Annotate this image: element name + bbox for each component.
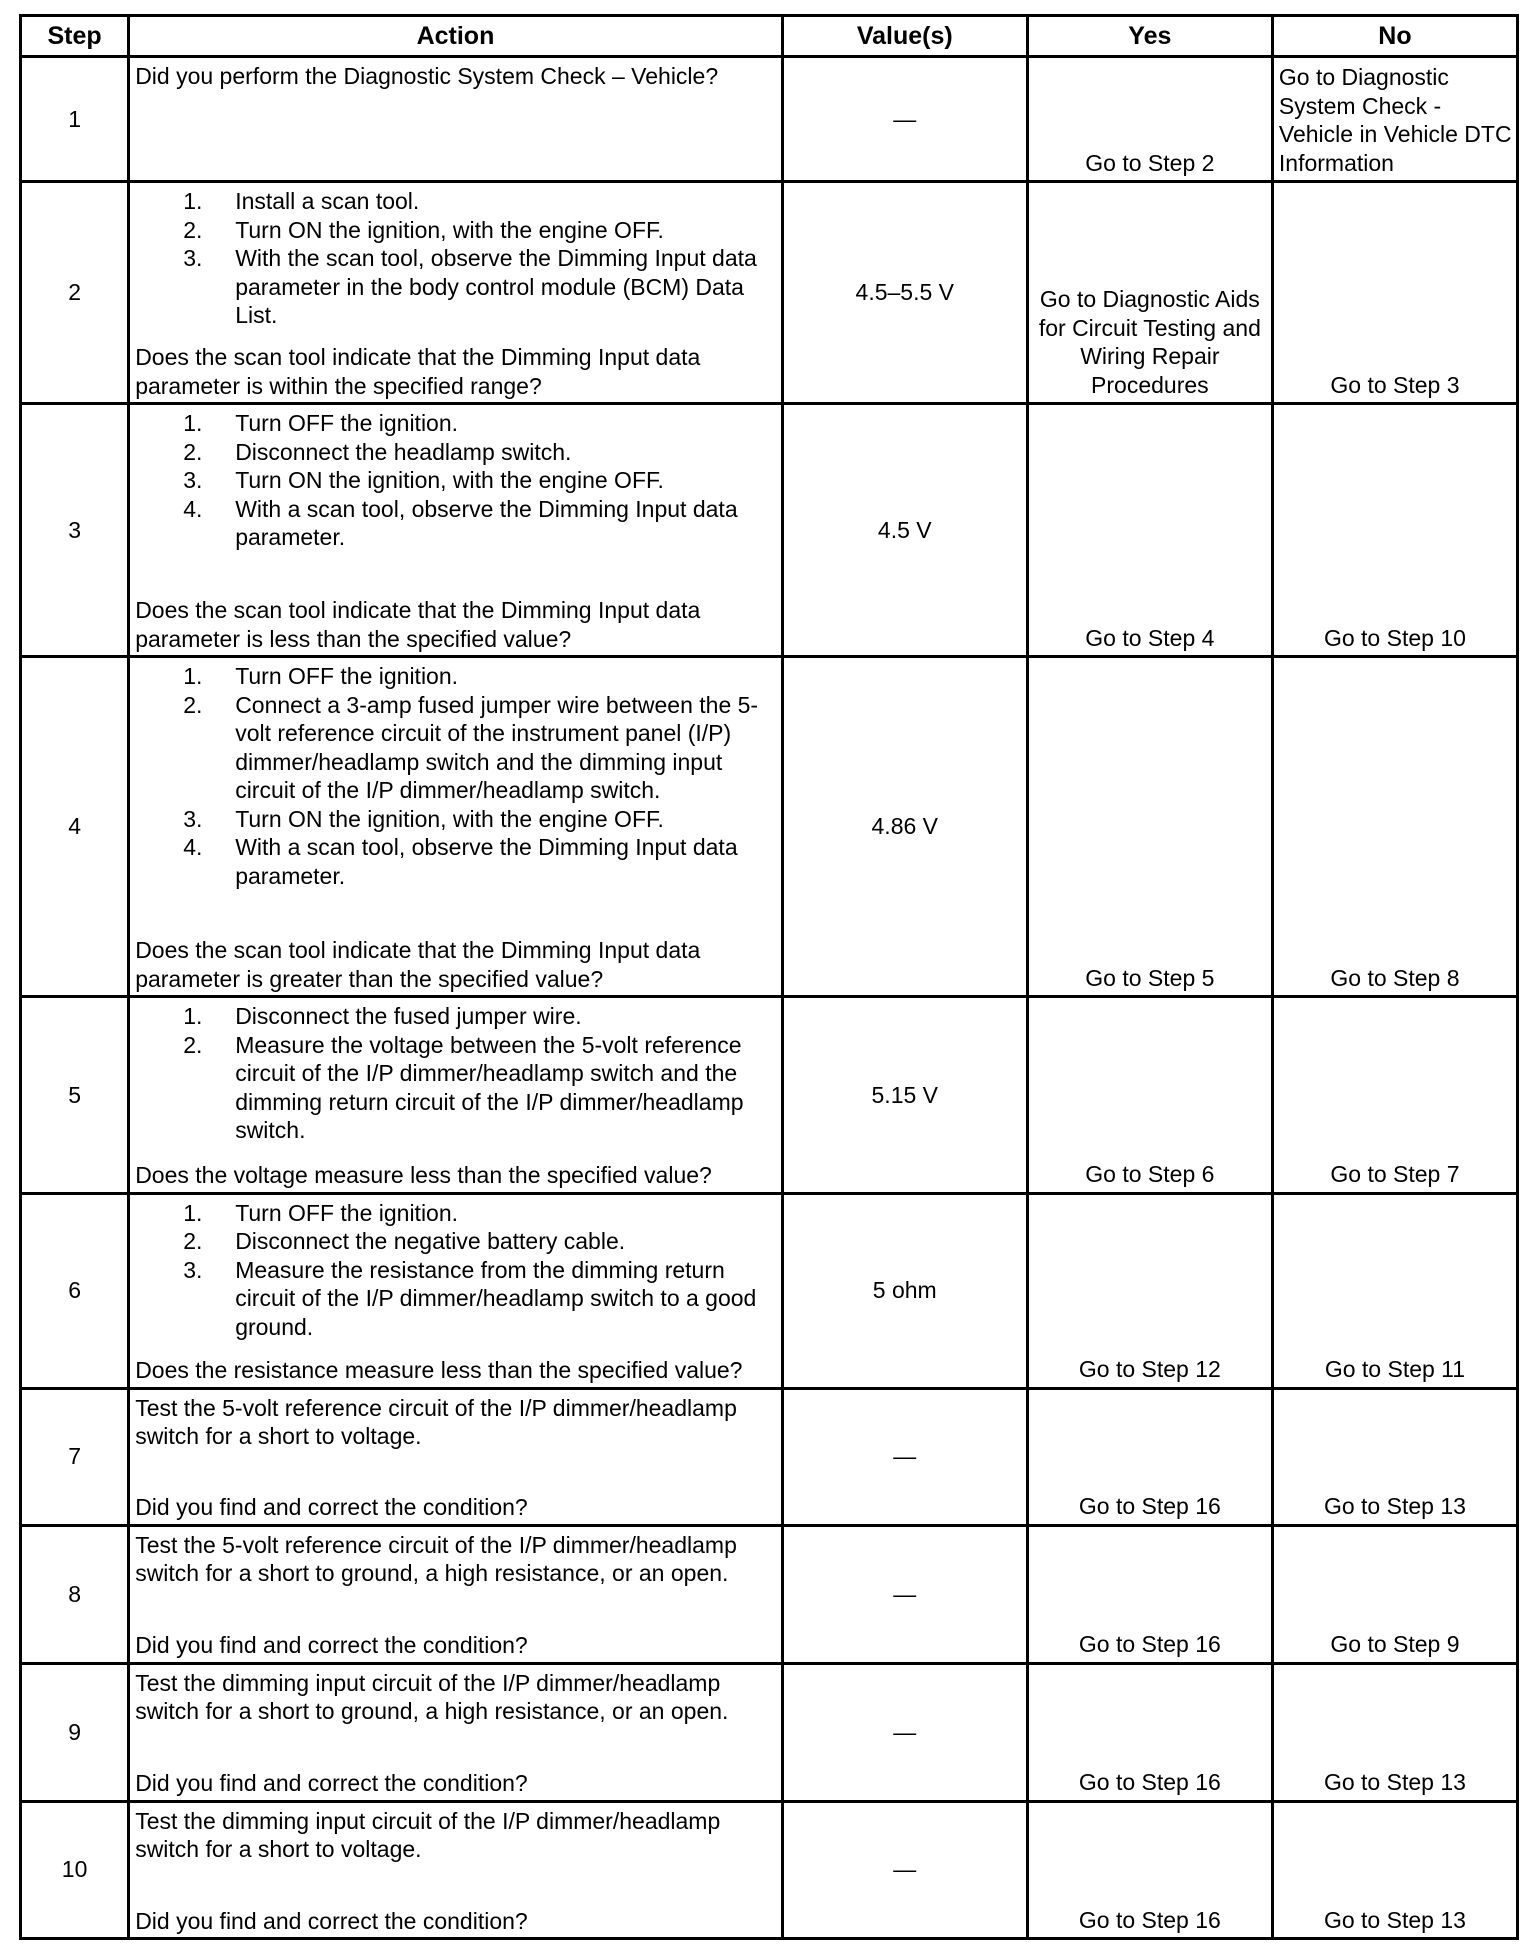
yes-cell: Go to Step 2: [1027, 57, 1272, 182]
yes-cell: Go to Diagnostic Aids for Circuit Testing and Wiring Repair Procedures: [1027, 182, 1272, 404]
value-cell: —: [782, 1801, 1027, 1938]
table-row: [21, 997, 1518, 1193]
table-row: [21, 57, 1518, 182]
no-cell: Go to Step 7: [1272, 997, 1517, 1193]
list-item: 3. Turn ON the ignition, with the engine OFF.: [183, 467, 664, 494]
value-cell: 5.15 V: [782, 997, 1027, 1193]
step-number: 4: [21, 657, 129, 997]
list-item: 1. Install a scan tool.: [183, 188, 420, 215]
action-question: Did you find and correct the condition?: [135, 1770, 528, 1797]
header-no: No: [1272, 16, 1517, 57]
action-question: Does the voltage measure less than the specified value?: [135, 1162, 712, 1189]
no-cell: Go to Step 13: [1272, 1388, 1517, 1525]
action-cell: [129, 1801, 783, 1938]
action-question: Did you perform the Diagnostic System Check – Vehicle?: [135, 63, 719, 89]
step-number: 1: [21, 57, 129, 182]
action-cell: [129, 997, 783, 1193]
step-number: 2: [21, 182, 129, 404]
action-steps: [135, 409, 775, 552]
action-cell: [129, 404, 783, 657]
step-number: 7: [21, 1388, 129, 1525]
value-cell: —: [782, 1388, 1027, 1525]
value-cell: 5 ohm: [782, 1193, 1027, 1388]
no-cell: Go to Step 13: [1272, 1663, 1517, 1801]
step-number: 8: [21, 1525, 129, 1663]
action-lead: Test the 5-volt reference circuit of the I/P dimmer/headlamp switch for a short to voltage.: [135, 1394, 737, 1450]
list-item: 3. Measure the resistance from the dimming return circuit of the I/P dimmer/headlamp switch to a good ground.: [183, 1256, 757, 1340]
no-cell: Go to Step 9: [1272, 1525, 1517, 1663]
step-number: 3: [21, 404, 129, 657]
list-item: 1. Turn OFF the ignition.: [183, 410, 459, 437]
list-item: 2. Connect a 3-amp fused jumper wire between the 5-volt reference circuit of the instrument panel (I/P) dimmer/headlamp switch and the dimming input circuit of the I/P dimmer/headlamp switch.: [183, 691, 759, 804]
table-row: [21, 1388, 1518, 1525]
step-number: 5: [21, 997, 129, 1193]
action-question: Does the scan tool indicate that the Dimming Input data parameter is less than the specified value?: [135, 597, 701, 652]
step-number: 10: [21, 1801, 129, 1938]
action-question: Does the scan tool indicate that the Dimming Input data parameter is greater than the specified value?: [135, 937, 701, 992]
action-question: Did you find and correct the condition?: [135, 1907, 528, 1934]
yes-cell: Go to Step 16: [1027, 1663, 1272, 1801]
no-cell: Go to Step 11: [1272, 1193, 1517, 1388]
action-question: Did you find and correct the condition?: [135, 1494, 528, 1521]
no-cell: Go to Step 3: [1272, 182, 1517, 404]
yes-cell: Go to Step 16: [1027, 1388, 1272, 1525]
list-item: 2. Disconnect the headlamp switch.: [183, 438, 572, 465]
list-item: 2. Measure the voltage between the 5-volt reference circuit of the I/P dimmer/headlamp switch and the dimming return circuit of the I/P dimmer/headlamp switch.: [183, 1031, 744, 1144]
step-number: 6: [21, 1193, 129, 1388]
no-cell: Go to Step 8: [1272, 657, 1517, 997]
action-steps: [135, 187, 775, 330]
no-cell: Go to Step 10: [1272, 404, 1517, 657]
action-cell: [129, 1663, 783, 1801]
action-question: Does the resistance measure less than the specified value?: [135, 1357, 743, 1384]
list-item: 1. Turn OFF the ignition.: [183, 1199, 459, 1226]
action-steps: [135, 662, 775, 890]
list-item: 3. Turn ON the ignition, with the engine OFF.: [183, 805, 664, 832]
value-cell: 4.5–5.5 V: [782, 182, 1027, 404]
header-yes: Yes: [1027, 16, 1272, 57]
list-item: 2. Disconnect the negative battery cable.: [183, 1228, 626, 1255]
list-item: 2. Turn ON the ignition, with the engine OFF.: [183, 216, 664, 243]
value-cell: 4.86 V: [782, 657, 1027, 997]
action-cell: [129, 657, 783, 997]
value-cell: —: [782, 1525, 1027, 1663]
value-cell: —: [782, 1663, 1027, 1801]
table-row: [21, 1663, 1518, 1801]
no-cell: Go to Step 13: [1272, 1801, 1517, 1938]
action-cell: [129, 1193, 783, 1388]
action-lead: Test the 5-volt reference circuit of the I/P dimmer/headlamp switch for a short to ground, a high resistance, or an open.: [135, 1531, 737, 1587]
list-item: 1. Turn OFF the ignition.: [183, 663, 459, 690]
action-lead: Test the dimming input circuit of the I/P dimmer/headlamp switch for a short to ground, a high resistance, or an open.: [135, 1669, 729, 1725]
table-row: [21, 657, 1518, 997]
table-row: [21, 1525, 1518, 1663]
value-cell: 4.5 V: [782, 404, 1027, 657]
list-item: 1. Disconnect the fused jumper wire.: [183, 1003, 582, 1030]
header-step: Step: [21, 16, 129, 57]
value-cell: —: [782, 57, 1027, 182]
yes-cell: Go to Step 16: [1027, 1801, 1272, 1938]
action-cell: [129, 1525, 783, 1663]
table-row: [21, 404, 1518, 657]
yes-cell: Go to Step 6: [1027, 997, 1272, 1193]
header-row: [21, 16, 1518, 57]
header-values: Value(s): [782, 16, 1027, 57]
action-question: Did you find and correct the condition?: [135, 1632, 528, 1659]
action-steps: [135, 1199, 775, 1342]
list-item: 4. With a scan tool, observe the Dimming Input data parameter.: [183, 834, 738, 889]
table-row: [21, 1801, 1518, 1938]
action-steps: [135, 1002, 775, 1145]
no-cell: Go to Diagnostic System Check - Vehicle in Vehicle DTC Information: [1272, 57, 1517, 182]
table-row: [21, 1193, 1518, 1388]
action-cell: [129, 1388, 783, 1525]
list-item: 3. With the scan tool, observe the Dimming Input data parameter in the body control module (BCM) Data List.: [183, 245, 757, 329]
step-number: 9: [21, 1663, 129, 1801]
diagnostic-table: [19, 14, 1519, 1940]
list-item: 4. With a scan tool, observe the Dimming Input data parameter.: [183, 495, 738, 551]
action-question: Does the scan tool indicate that the Dimming Input data parameter is within the specified range?: [135, 344, 701, 399]
yes-cell: Go to Step 16: [1027, 1525, 1272, 1663]
yes-cell: Go to Step 4: [1027, 404, 1272, 657]
header-action: Action: [129, 16, 783, 57]
action-cell: [129, 182, 783, 404]
yes-cell: Go to Step 5: [1027, 657, 1272, 997]
action-lead: Test the dimming input circuit of the I/P dimmer/headlamp switch for a short to voltage.: [135, 1807, 721, 1863]
table-row: [21, 182, 1518, 404]
yes-cell: Go to Step 12: [1027, 1193, 1272, 1388]
action-cell: [129, 57, 783, 182]
